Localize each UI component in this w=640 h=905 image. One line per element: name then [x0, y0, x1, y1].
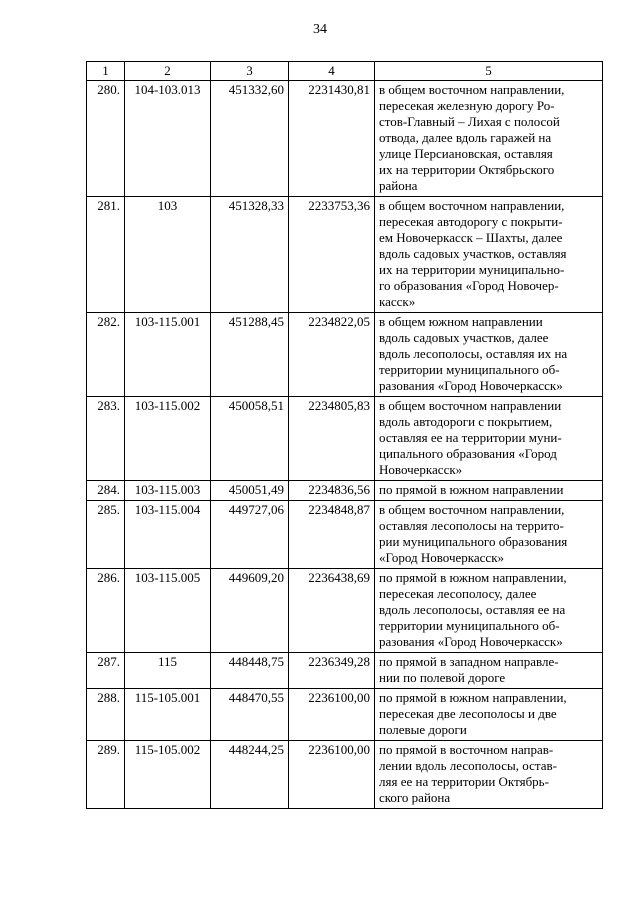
- description-line: вдоль лесополосы, оставляя ее на: [379, 602, 566, 617]
- row-number-cell: 285.: [87, 501, 125, 569]
- description-line: отвода, далее вдоль гаражей на: [379, 130, 552, 145]
- description-line: пересекая две лесополосы и две: [379, 706, 557, 721]
- description-line: по прямой в западном направле-: [379, 654, 559, 669]
- page-number: 34: [313, 22, 327, 37]
- description-cell: [375, 689, 603, 741]
- description-line: оставляя лесополосы на террито-: [379, 518, 564, 533]
- x-coordinate-cell: 448470,55: [211, 689, 289, 741]
- row-number-cell: 280.: [87, 81, 125, 197]
- description-line: их на территории Октябрьского: [379, 162, 555, 177]
- table-row: [87, 689, 603, 741]
- point-id-cell: 103: [125, 197, 211, 313]
- description-cell: [375, 653, 603, 689]
- description-line: рии муниципального образования: [379, 534, 568, 549]
- x-coordinate-cell: 448244,25: [211, 741, 289, 809]
- description-line: по прямой в южном направлении,: [379, 690, 567, 705]
- header-cell: 4: [289, 62, 375, 81]
- point-id-cell: 103-115.001: [125, 313, 211, 397]
- description-line: по прямой в южном направлении: [379, 482, 564, 497]
- description-line: стов-Главный – Лихая с полосой: [379, 114, 560, 129]
- table-row: [87, 481, 603, 501]
- row-number-cell: 281.: [87, 197, 125, 313]
- x-coordinate-cell: 449609,20: [211, 569, 289, 653]
- table-row: [87, 313, 603, 397]
- x-coordinate-cell: 450058,51: [211, 397, 289, 481]
- description-line: ципального образования «Город: [379, 446, 557, 461]
- description-line: в общем восточном направлении: [379, 398, 562, 413]
- description-line: нии по полевой дороге: [379, 670, 506, 685]
- row-number-cell: 287.: [87, 653, 125, 689]
- y-coordinate-cell: 2236438,69: [289, 569, 375, 653]
- x-coordinate-cell: 451332,60: [211, 81, 289, 197]
- y-coordinate-cell: 2236100,00: [289, 741, 375, 809]
- description-cell: [375, 81, 603, 197]
- description-line: в общем восточном направлении,: [379, 502, 565, 517]
- header-cell: 3: [211, 62, 289, 81]
- table-row: [87, 569, 603, 653]
- description-cell: [375, 481, 603, 501]
- y-coordinate-cell: 2233753,36: [289, 197, 375, 313]
- row-number-cell: 289.: [87, 741, 125, 809]
- table-row: [87, 501, 603, 569]
- description-line: пересекая лесополосу, далее: [379, 586, 537, 601]
- row-number-cell: 283.: [87, 397, 125, 481]
- table-row: [87, 653, 603, 689]
- row-number-cell: 288.: [87, 689, 125, 741]
- header-cell: 2: [125, 62, 211, 81]
- point-id-cell: 115: [125, 653, 211, 689]
- description-line: го образования «Город Новочер-: [379, 278, 559, 293]
- header-row: [87, 62, 603, 81]
- row-number-cell: 284.: [87, 481, 125, 501]
- description-cell: [375, 397, 603, 481]
- table-row: [87, 741, 603, 809]
- description-line: в общем восточном направлении,: [379, 82, 565, 97]
- description-line: ского района: [379, 790, 451, 805]
- x-coordinate-cell: 451288,45: [211, 313, 289, 397]
- row-number-cell: 286.: [87, 569, 125, 653]
- table-row: [87, 197, 603, 313]
- y-coordinate-cell: 2231430,81: [289, 81, 375, 197]
- point-id-cell: 104-103.013: [125, 81, 211, 197]
- description-line: полевые дороги: [379, 722, 467, 737]
- y-coordinate-cell: 2234836,56: [289, 481, 375, 501]
- x-coordinate-cell: 451328,33: [211, 197, 289, 313]
- description-line: по прямой в южном направлении,: [379, 570, 567, 585]
- description-cell: [375, 313, 603, 397]
- description-line: разования «Город Новочеркасск»: [379, 634, 563, 649]
- point-id-cell: 103-115.003: [125, 481, 211, 501]
- table-row: [87, 397, 603, 481]
- description-line: в общем южном направлении: [379, 314, 543, 329]
- description-line: пересекая железную дорогу Ро-: [379, 98, 555, 113]
- y-coordinate-cell: 2234805,83: [289, 397, 375, 481]
- y-coordinate-cell: 2234848,87: [289, 501, 375, 569]
- description-line: ем Новочеркасск – Шахты, далее: [379, 230, 563, 245]
- row-number-cell: 282.: [87, 313, 125, 397]
- x-coordinate-cell: 449727,06: [211, 501, 289, 569]
- description-cell: [375, 501, 603, 569]
- point-id-cell: 103-115.002: [125, 397, 211, 481]
- header-cell: 1: [87, 62, 125, 81]
- y-coordinate-cell: 2236349,28: [289, 653, 375, 689]
- x-coordinate-cell: 448448,75: [211, 653, 289, 689]
- description-line: вдоль садовых участков, далее: [379, 330, 549, 345]
- description-line: вдоль садовых участков, оставляя: [379, 246, 567, 261]
- y-coordinate-cell: 2236100,00: [289, 689, 375, 741]
- description-line: вдоль автодороги с покрытием,: [379, 414, 553, 429]
- point-id-cell: 103-115.005: [125, 569, 211, 653]
- description-line: по прямой в восточном направ-: [379, 742, 554, 757]
- y-coordinate-cell: 2234822,05: [289, 313, 375, 397]
- description-line: пересекая автодорогу с покрыти-: [379, 214, 563, 229]
- header-cell: 5: [375, 62, 603, 81]
- description-line: лении вдоль лесополосы, остав-: [379, 758, 557, 773]
- description-cell: [375, 741, 603, 809]
- description-line: в общем восточном направлении,: [379, 198, 565, 213]
- description-line: Новочеркасск»: [379, 462, 463, 477]
- description-line: разования «Город Новочеркасск»: [379, 378, 563, 393]
- point-id-cell: 115-105.002: [125, 741, 211, 809]
- description-line: ляя ее на территории Октябрь-: [379, 774, 549, 789]
- description-line: территории муниципального об-: [379, 362, 560, 377]
- description-line: их на территории муниципально-: [379, 262, 565, 277]
- description-line: вдоль лесополосы, оставляя их на: [379, 346, 568, 361]
- description-line: района: [379, 178, 418, 193]
- description-line: «Город Новочеркасск»: [379, 550, 505, 565]
- table-row: [87, 81, 603, 197]
- description-cell: [375, 197, 603, 313]
- point-id-cell: 115-105.001: [125, 689, 211, 741]
- x-coordinate-cell: 450051,49: [211, 481, 289, 501]
- description-line: улице Персиановская, оставляя: [379, 146, 553, 161]
- description-cell: [375, 569, 603, 653]
- boundary-table: [86, 61, 603, 809]
- point-id-cell: 103-115.004: [125, 501, 211, 569]
- description-line: оставляя ее на территории муни-: [379, 430, 562, 445]
- description-line: касск»: [379, 294, 416, 309]
- description-line: территории муниципального об-: [379, 618, 560, 633]
